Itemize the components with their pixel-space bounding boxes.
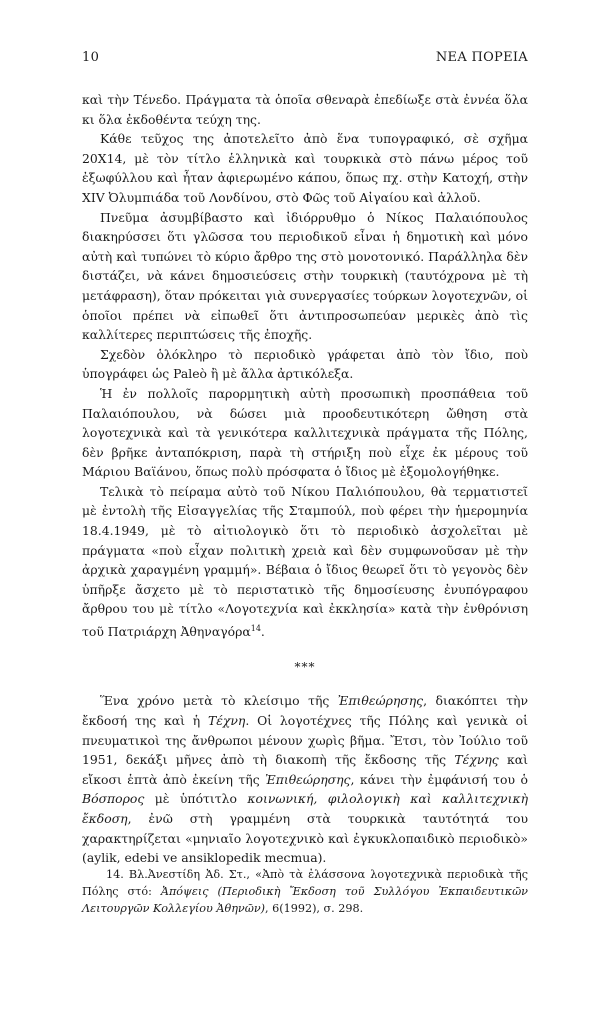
paragraph: Σχεδὸν ὁλόκληρο τὸ περιοδικὸ γράφεται ἀπὸ τὸν ἴδιο, ποὺ ὑπογράφει ὡς Paleò ἢ μὲ ἄλλα ἀρτικόλεξα. (82, 346, 528, 382)
italic-subtitle: κοινωνική, φιλολογικὴ καὶ καλλιτεχνικὴ ἔκδοση (82, 791, 528, 826)
italic-title: Τέχνης (454, 752, 499, 768)
text-run: καὶ εἴκοσι ἑπτὰ ἀπὸ ἐκείνη τῆς (82, 752, 528, 787)
text-run: , 6(1992), σ. 298. (265, 902, 364, 915)
page-header (82, 50, 528, 65)
page-number: 10 (82, 50, 100, 65)
italic-title: Ἐπιθεώρησης (337, 693, 424, 709)
paragraph: καὶ τὴν Τένεδο. Πράγματα τὰ ὁποῖα σθεναρὰ ἐπεδίωξε στὰ ἐννέα ὅλα κι ὅλα ἐκδοθέντα τεύχη της. (82, 92, 528, 127)
text-run: μὲ ὑπότιτλο (144, 791, 248, 807)
text-run: , κάνει τὴν ἐμφάνισή του ὁ (350, 771, 528, 787)
text-run: 14. Βλ.Ἀνεστίδη Ἀδ. Στ., «Ἀπὸ τὰ ἐλάσσονα λογοτεχνικὰ περιοδικὰ τῆς Πόλης στό: (82, 868, 528, 898)
footnote-reference: 14 (250, 624, 261, 634)
italic-source-title: Ἀπόψεις (Περιοδικὴ Ἔκδοση τοῦ Συλλόγου Ἐκπαιδευτικῶν Λειτουργῶν Κολλεγίου Ἀθηνῶν) (82, 885, 528, 915)
italic-title: Ἐπιθεώρησης (265, 771, 351, 787)
text-run: , διακόπτει τὴν ἔκδοσή της καὶ ἡ (82, 693, 529, 728)
running-title: ΝΕΑ ΠΟΡΕΙΑ (435, 50, 528, 65)
paragraph: Τελικὰ τὸ πείραμα αὐτὸ τοῦ Νίκου Παλιόπουλου, θὰ τερματιστεῖ μὲ ἐντολὴ τῆς Εἰσαγγελίας τῆς Σταμπούλ, ποὺ φέρει τὴν ἡμερομηνία 18.4.1949, μὲ τὸ αἰτιολογικὸ ὅτι τὸ περιοδικὸ ἀσχολεῖται μὲ πράγματα «ποὺ εἶχαν πολιτικὴ χρειὰ καὶ δὲν συμφωνοῦσαν μὲ τὴν ἀρχικὰ χαραγμένη γραμμή». Βέβαια ὁ ἴδιος θεωρεῖ ὅτι τὸ γεγονὸς δὲν ὑπῆρξε ἄσχετο μὲ τὸ περιστατικὸ τῆς δημοσίευσης ἐνυπόγραφου ἄρθρου του μὲ τίτλο «Λογοτεχνία καὶ ἐκκλησία» κατὰ τὴν ἐνθρόνιση τοῦ Πατριάρχη Ἀθηναγόρα$^{14}$. (82, 483, 528, 640)
italic-title: Βόσπορος (82, 791, 145, 807)
paragraph-text: Τελικὰ τὸ πείραμα αὐτὸ τοῦ Νίκου Παλιόπουλου, θὰ τερματιστεῖ μὲ ἐντολὴ τῆς Εἰσαγγελίας τῆς Σταμπούλ, ποὺ φέρει τὴν ἡμερομηνία 18.4.1949, μὲ τὸ αἰτιολογικὸ ὅτι τὸ περιοδικὸ ἀσχολεῖται μὲ πράγματα «ποὺ εἶχαν πολιτικὴ χρειὰ καὶ δὲν συμφωνοῦσαν μὲ τὴν ἀρχικὰ χαραγμένη γραμμή». Βέβαια ὁ ἴδιος θεωρεῖ ὅτι τὸ γεγονὸς δὲν ὑπῆρξε ἄσχετο μὲ τὸ περιστατικὸ τῆς δημοσίευσης ἐνυπόγραφου ἄρθρου του μὲ τίτλο «Λογοτεχνία καὶ ἐκκλησία» κατὰ τὴν ἐνθρόνιση τοῦ Πατριάρχη Ἀθηναγόρα (82, 483, 528, 640)
paragraph: Ἡ ἐν πολλοῖς παρορμητικὴ αὐτὴ προσωπικὴ προσπάθεια τοῦ Παλαιόπουλου, νὰ δώσει μιὰ προοδευτικότερη ὤθηση στὰ λογοτεχνικὰ καὶ τὰ γενικότερα καλλιτεχνικὰ πράγματα τῆς Πόλης, δὲν βρῆκε ἀνταπόκριση, παρὰ τὴ στήριξη ποὺ εἶχε ἐκ μέρους τοῦ Μάριου Βαϊάνου, ὅπως πολὺ πρόσφατα ὁ ἴδιος μὲ ἐξομολογήθηκε. (82, 385, 528, 480)
text-run: , ἐνῶ στὴ γραμμένη στὰ τουρκικὰ ταυτότητά του χαρακτηρίζεται «μηνιαῖο λογοτεχνικὸ καὶ ἐγκυκλοπαιδικὸ περιοδικὸ» (aylik, edebi ve ansiklopedik mecmua). (82, 810, 528, 866)
text-run: . Οἱ λογοτέχνες τῆς Πόλης καὶ γενικὰ οἱ πνευματικοὶ της ἄνθρωποι μένουν χωρὶς βῆμα. Ἔτσι, τὸν Ἰούλιο τοῦ 1951, δεκάξι μῆνες ἀπὸ τὴ διακοπὴ τῆς ἔκδοσης τῆς (82, 712, 528, 768)
main-text (82, 90, 528, 868)
footnote-14 (82, 866, 528, 917)
paragraph (82, 691, 528, 867)
footnote (82, 866, 528, 917)
section-separator: *** (294, 659, 316, 674)
text-run: Ἕνα χρόνο μετὰ τὸ κλείσιμο τῆς (100, 693, 338, 709)
paragraph: Πνεῦμα ἀσυμβίβαστο καὶ ἰδιόρρυθμο ὁ Νίκος Παλαιόπουλος διακηρύσσει ὅτι γλῶσσα του περιοδικοῦ εἶναι ἡ δημοτικὴ καὶ μόνο αὐτὴ καὶ τυπώνει τὸ κύριο ἄρθρο της στὸ μονοτονικό. Παράλληλα δὲν διστάζει, νὰ κάνει δημοσιεύσεις στὴν τουρκικὴ (ταυτόχρονα μὲ τὴ μετάφραση), ὅταν πρόκειται γιὰ συνεργασίες τούρκων λογοτεχνῶν, οἱ ὁποῖοι πρέπει νὰ εἰπωθεῖ ὅτι ἀντιπροσωπεύαν μερικὲς ἀπὸ τὶς καλλίτερες περιπτώσεις τῆς ἐποχῆς. (82, 209, 528, 343)
italic-title: Τέχνη (207, 712, 246, 728)
paragraph: Κάθε τεῦχος της ἀποτελεῖτο ἀπὸ ἕνα τυπογραφικό, σὲ σχῆμα 20Χ14, μὲ τὸν τίτλο ἑλληνικὰ καὶ τουρκικὰ στὸ πάνω μέρος τοῦ ἐξωφύλλου καὶ ἦταν ἀφιερωμένο κάπου, ὅπως πχ. στὴν Κατοχή, στὴν XIV Ὀλυμπιάδα τοῦ Λονδίνου, στὸ Φῶς τοῦ Αἰγαίου καὶ ἀλλοῦ. (82, 131, 528, 205)
